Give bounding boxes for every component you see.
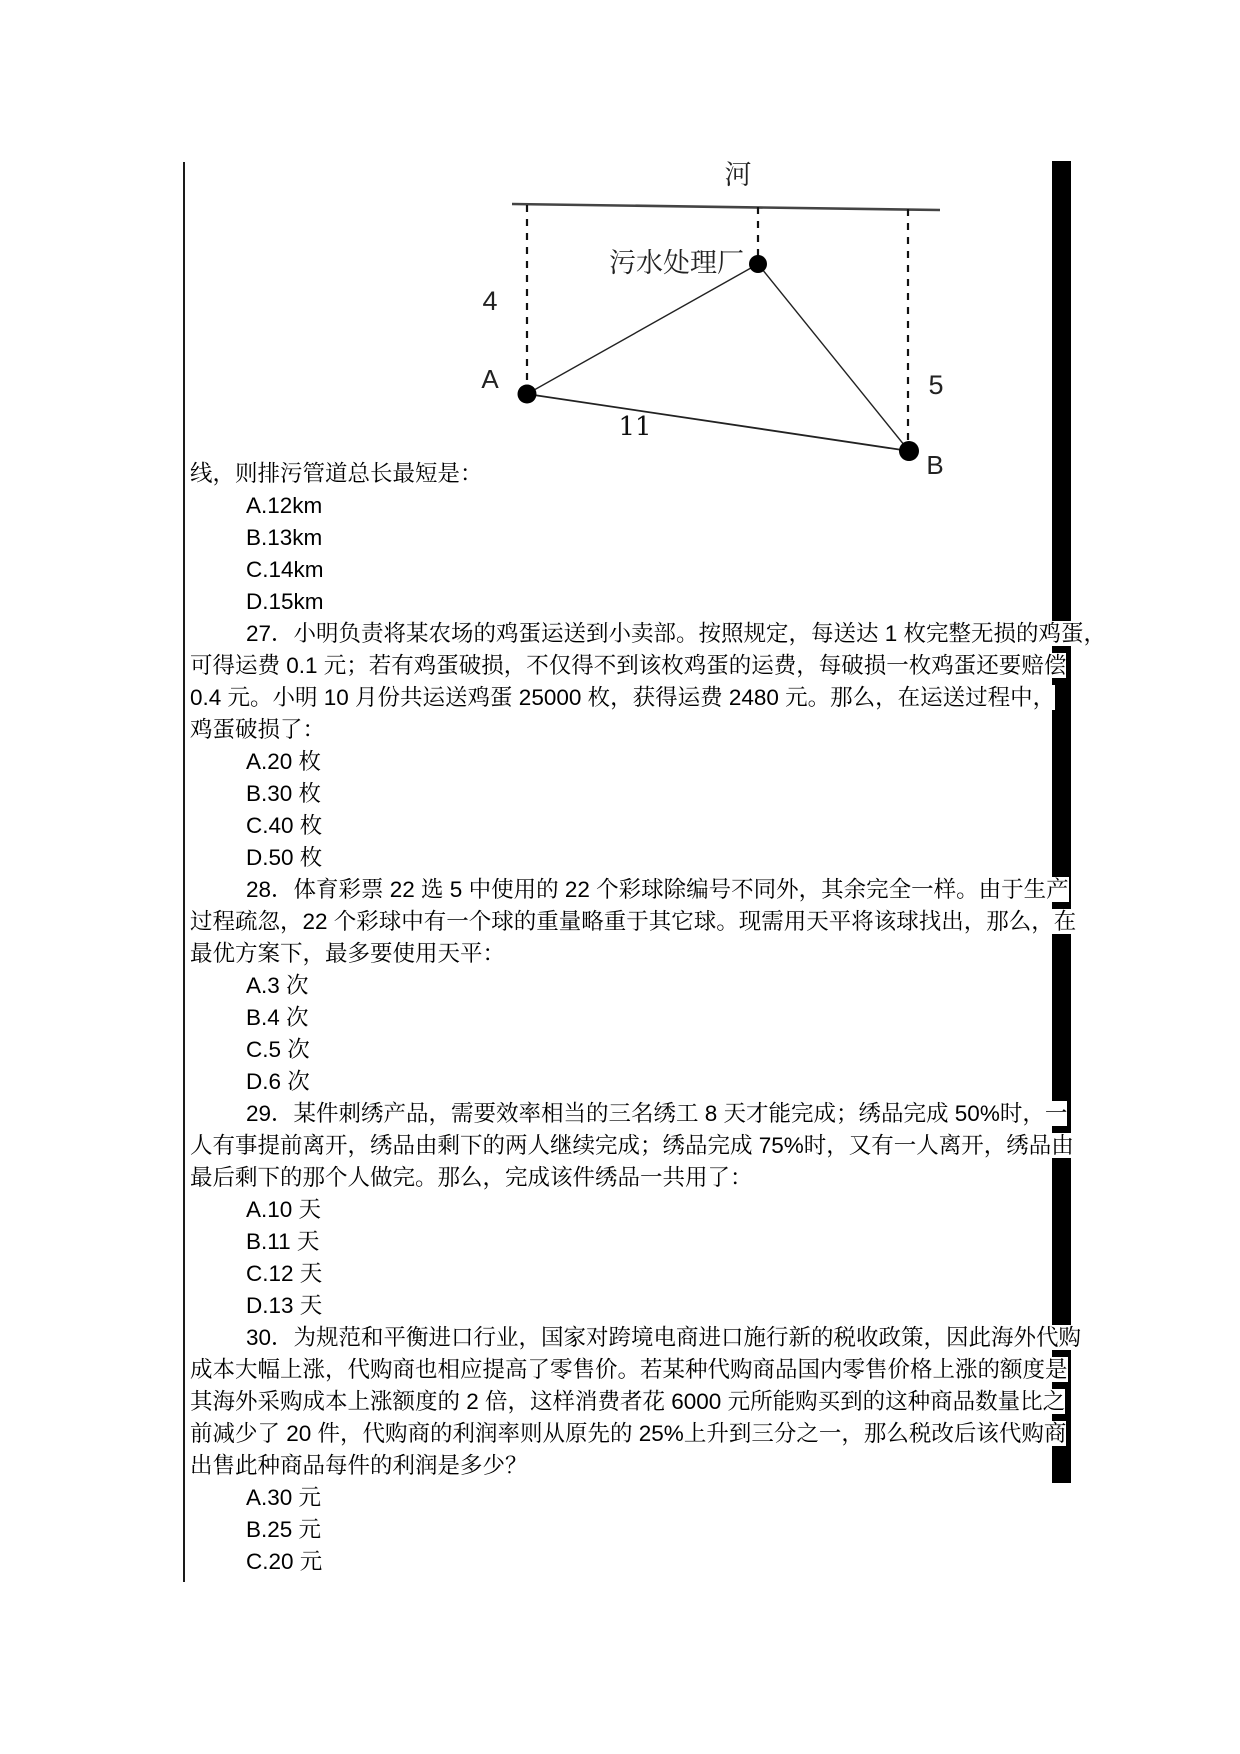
option-line — [0, 1290, 1240, 1322]
question-stem-line — [0, 1386, 1240, 1418]
question-stem-line — [0, 618, 1240, 650]
line-text: A.30 元 — [246, 1485, 322, 1510]
line-text: 0.4 元。小明 10 月份共运送鸡蛋 25000 枚，获得运费 2480 元。那么，在运送过程中， — [190, 685, 1056, 710]
line-text: 其海外采购成本上涨额度的 2 倍，这样消费者花 6000 元所能购买到的这种商品数量比之 — [190, 1389, 1066, 1414]
option-line — [0, 1546, 1240, 1578]
line-text: 人有事提前离开，绣品由剩下的两人继续完成；绣品完成 75%时，又有一人离开，绣品由 — [190, 1133, 1074, 1158]
line-plant-to-b — [758, 264, 909, 451]
question-stem-line — [0, 906, 1240, 938]
option-line — [0, 746, 1240, 778]
line-text: C.12 天 — [246, 1261, 323, 1286]
question-text-block — [0, 458, 1240, 1578]
line-text: 出售此种商品每件的利润是多少？ — [190, 1453, 528, 1478]
river-label: 河 — [724, 160, 752, 190]
dist-11-label: 11 — [618, 412, 652, 442]
line-text: C.5 次 — [246, 1037, 310, 1062]
option-line — [0, 970, 1240, 1002]
line-text: 前减少了 20 件，代购商的利润率则从原先的 25%上升到三分之一，那么税改后该代购商 — [190, 1421, 1067, 1446]
option-line — [0, 1226, 1240, 1258]
line-text: 可得运费 0.1 元；若有鸡蛋破损，不仅得不到该枚鸡蛋的运费，每破损一枚鸡蛋还要赔偿 — [190, 653, 1067, 678]
line-text: C.40 枚 — [246, 813, 323, 838]
question-stem-line — [0, 650, 1240, 682]
river-line — [512, 204, 940, 210]
line-text: 成本大幅上涨，代购商也相应提高了零售价。若某种代购商品国内零售价格上涨的额度是 — [190, 1357, 1068, 1382]
question-stem-line — [0, 1162, 1240, 1194]
point-plant-dot — [749, 255, 767, 273]
option-line — [0, 522, 1240, 554]
line-a-to-b — [527, 394, 909, 451]
line-text: A.20 枚 — [246, 749, 322, 774]
option-line — [0, 1482, 1240, 1514]
line-text: C.14km — [246, 557, 324, 582]
point-b-label: B — [926, 450, 944, 480]
dist-4-label: 4 — [482, 286, 498, 316]
line-text: 28．体育彩票 22 选 5 中使用的 22 个彩球除编号不同外，其余完全一样。由于生产 — [246, 877, 1069, 902]
line-text: B.25 元 — [246, 1517, 322, 1542]
line-text: D.50 枚 — [246, 845, 323, 870]
option-line — [0, 1002, 1240, 1034]
line-text: 27．小明负责将某农场的鸡蛋运送到小卖部。按照规定，每送达 1 枚完整无损的鸡蛋， — [246, 621, 1107, 646]
question-stem-line — [0, 1322, 1240, 1354]
question-stem-line — [0, 1450, 1240, 1482]
line-text: A.10 天 — [246, 1197, 322, 1222]
line-text: B.13km — [246, 525, 323, 550]
line-text: B.11 天 — [246, 1229, 320, 1254]
line-text: 过程疏忽，22 个彩球中有一个球的重量略重于其它球。现需用天平将该球找出，那么，在 — [190, 909, 1077, 934]
option-line — [0, 490, 1240, 522]
option-line — [0, 1194, 1240, 1226]
dist-5-label: 5 — [928, 370, 944, 400]
question-stem-line — [0, 1418, 1240, 1450]
question-stem-line — [0, 682, 1240, 714]
point-a-label: A — [481, 364, 499, 394]
point-a-dot — [518, 385, 537, 404]
question-stem-line — [0, 1130, 1240, 1162]
line-text: 鸡蛋破损了： — [190, 717, 326, 742]
plant-label: 污水处理厂 — [609, 248, 744, 278]
question-stem-line — [0, 938, 1240, 970]
option-line — [0, 554, 1240, 586]
question-stem-line — [0, 1098, 1240, 1130]
line-text: A.12km — [246, 493, 323, 518]
line-a-to-plant — [527, 264, 758, 394]
line-text: 最后剩下的那个人做完。那么，完成该件绣品一共用了： — [190, 1165, 753, 1190]
line-text: C.20 元 — [246, 1549, 323, 1574]
line-text: B.30 枚 — [246, 781, 322, 806]
option-line — [0, 1034, 1240, 1066]
geometry-figure — [400, 130, 1020, 490]
question-stem-line — [0, 874, 1240, 906]
option-line — [0, 842, 1240, 874]
line-text: 最优方案下，最多要使用天平： — [190, 941, 506, 966]
line-text: D.15km — [246, 589, 324, 614]
option-line — [0, 1066, 1240, 1098]
line-text: B.4 次 — [246, 1005, 309, 1030]
question-stem-line — [0, 1354, 1240, 1386]
option-line — [0, 778, 1240, 810]
option-line — [0, 1514, 1240, 1546]
question-stem-line — [0, 458, 1240, 490]
line-text: D.13 天 — [246, 1293, 323, 1318]
line-text: 线，则排污管道总长最短是： — [190, 461, 483, 486]
option-line — [0, 1258, 1240, 1290]
question-stem-line — [0, 714, 1240, 746]
option-line — [0, 810, 1240, 842]
option-line — [0, 586, 1240, 618]
line-text: A.3 次 — [246, 973, 309, 998]
line-text: 29．某件刺绣产品，需要效率相当的三名绣工 8 天才能完成；绣品完成 50%时，一 — [246, 1101, 1068, 1126]
line-text: D.6 次 — [246, 1069, 310, 1094]
line-text: 30．为规范和平衡进口行业，国家对跨境电商进口施行新的税收政策，因此海外代购 — [246, 1325, 1082, 1350]
